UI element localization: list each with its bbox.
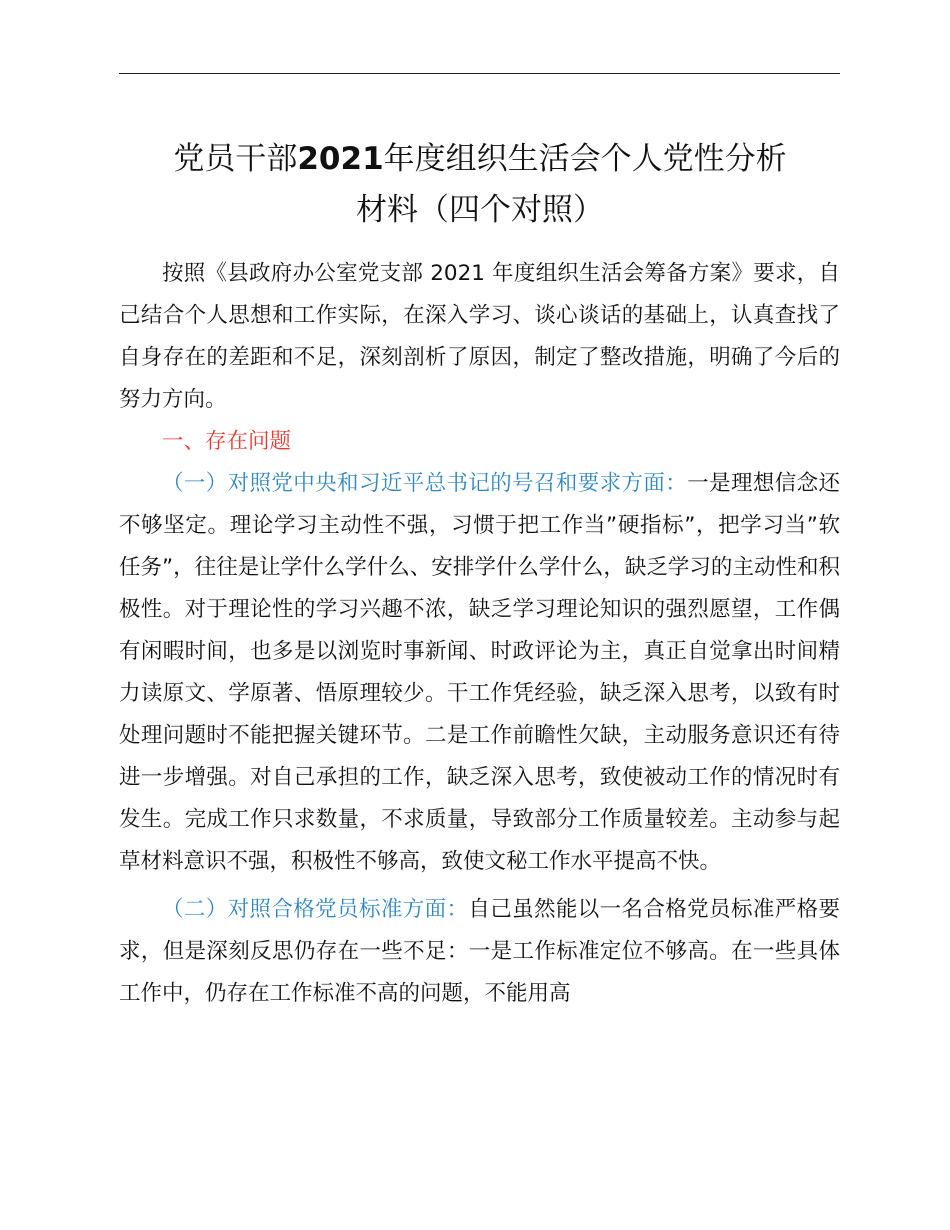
item-text-2: 自己虽然能以一名合格党员标准严格要求，但是深刻反思仍存在一些不足：一是工作标准定位不够高。在一些具体工作中，仍存在工作标准不高的问题，不能用高 xyxy=(119,897,840,1006)
intro-paragraph: 按照《县政府办公室党支部 2021 年度组织生活会筹备方案》要求，自己结合个人思想和工作实际，在深入学习、谈心谈话的基础上，认真查找了自身存在的差距和不足，深刻剖析了原因，制定了整改措施，明确了今后的努力方向。 xyxy=(119,261,840,412)
document-title-line-1 xyxy=(110,134,850,184)
title-year: 2021 xyxy=(297,141,384,177)
document-title-line-2: 材料（四个对照） xyxy=(356,192,604,228)
header-rule xyxy=(119,73,840,74)
item-paragraph-1 xyxy=(119,463,840,883)
document-body xyxy=(119,253,840,1015)
item-heading-2: （二）对照合格党员标准方面： xyxy=(162,897,469,922)
item-heading-1: （一）对照党中央和习近平总书记的号召和要求方面： xyxy=(162,471,688,496)
section-heading-problems: 一、存在问题 xyxy=(162,429,292,454)
title-prefix: 党员干部 xyxy=(173,141,298,177)
item-text-1: 一是理想信念还不够坚定。理论学习主动性不强，习惯于把工作当”硬指标”，把学习当”软任务”，往往是让学什么学什么、安排学什么学什么，缺乏学习的主动性和积极性。对于理论性的学习兴趣不浓，缺乏学习理论知识的强烈愿望，工作偶有闲暇时间，也多是以浏览时事新闻、时政评论为主，真正自觉拿出时间精力读原文、学原著、悟原理较少。干工作凭经验，缺乏深入思考，以致有时处理问题时不能把握关键环节。二是工作前瞻性欠缺，主动服务意识还有待进一步增强。对自己承担的工作，缺乏深入思考，致使被动工作的情况时有发生。完成工作只求数量，不求质量，导致部分工作质量较差。主动参与起草材料意识不强，积极性不够高，致使文秘工作水平提高不快。 xyxy=(119,471,840,874)
item-paragraph-2 xyxy=(119,889,840,1015)
title-rest: 年度组织生活会个人党性分析 xyxy=(383,141,787,177)
